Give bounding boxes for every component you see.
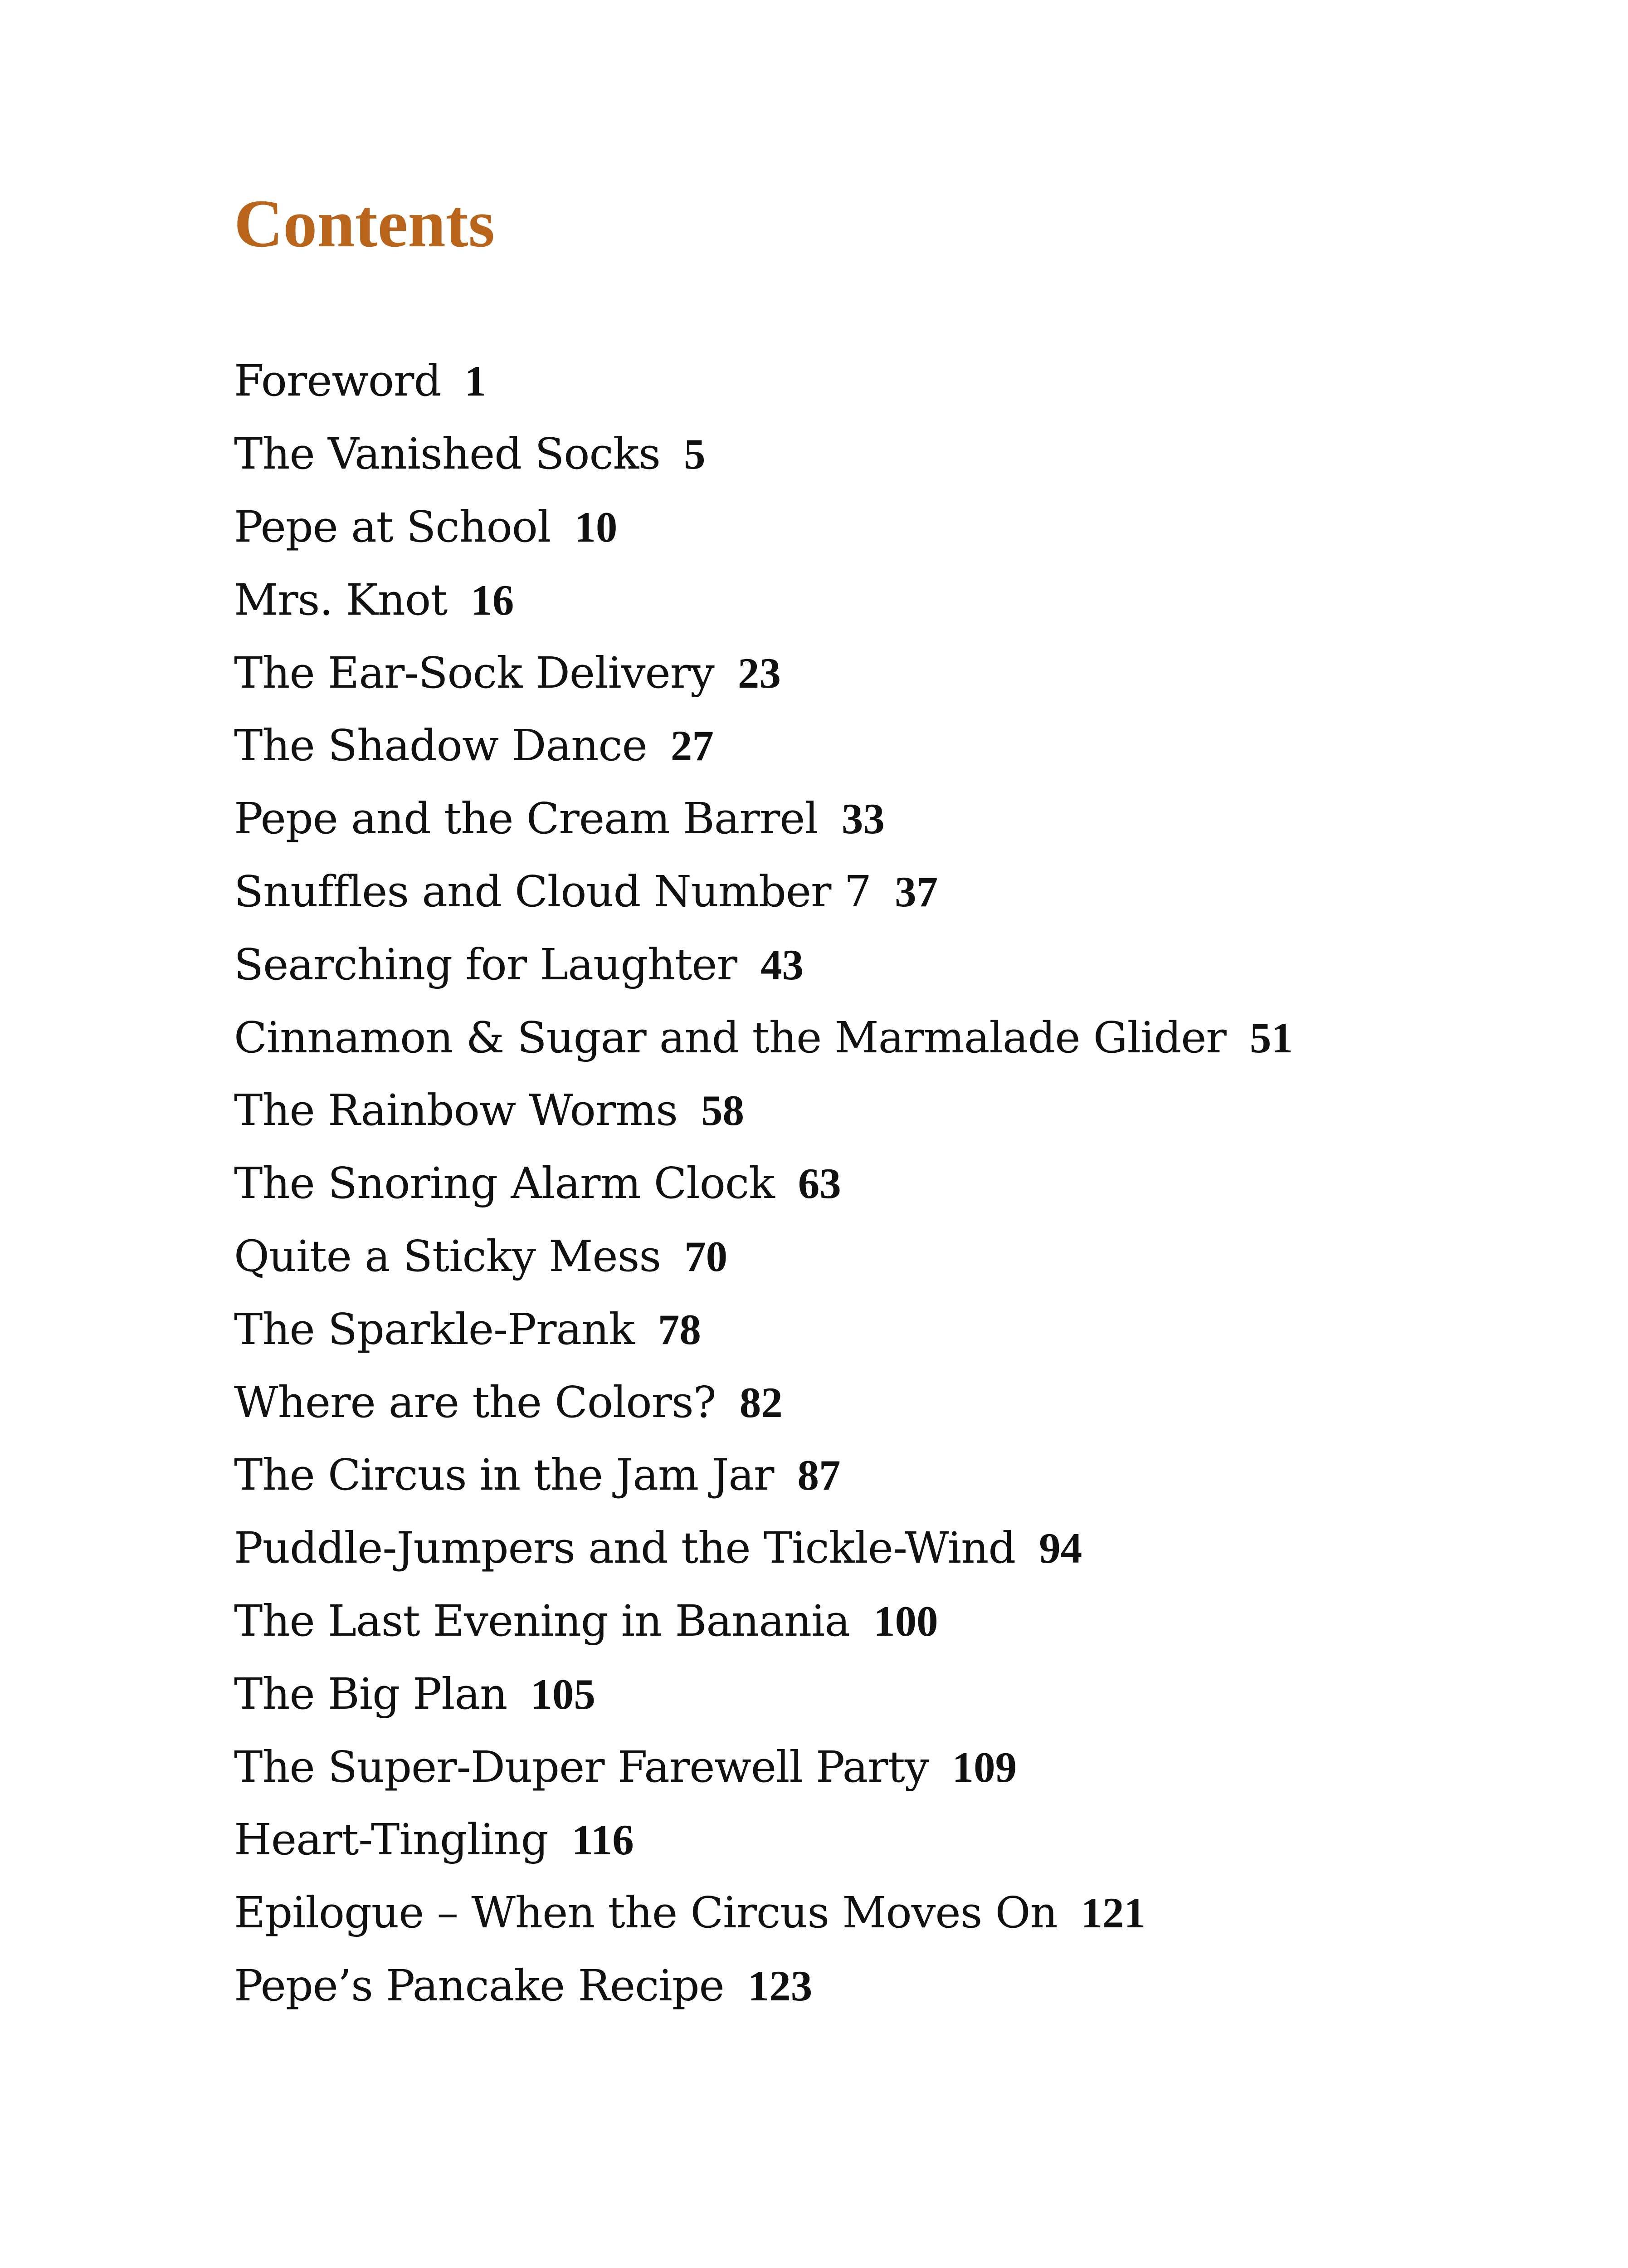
- toc-entry-title: The Super-Duper Farewell Party: [234, 1742, 929, 1792]
- toc-entry: [234, 418, 1293, 491]
- toc-entry-title: Where are the Colors?: [234, 1377, 716, 1427]
- toc-entry: [234, 709, 1293, 782]
- toc-entry-title: Epilogue – When the Circus Moves On: [234, 1888, 1058, 1938]
- toc-entry: [234, 1877, 1293, 1950]
- toc-entry-page-number: 123: [747, 1961, 813, 2010]
- toc-entry-page-number: 51: [1249, 1013, 1293, 1062]
- toc-entry: [234, 1512, 1293, 1585]
- toc-entry-title: The Circus in the Jam Jar: [234, 1450, 774, 1501]
- toc-entry: [234, 1220, 1293, 1293]
- toc-entry-title: Heart-Tingling: [234, 1815, 548, 1865]
- toc-entry: [234, 1439, 1293, 1512]
- toc-entry-title: Searching for Laughter: [234, 939, 737, 990]
- toc-entry-page-number: 33: [841, 795, 885, 843]
- toc-entry-page-number: 63: [798, 1159, 841, 1208]
- toc-entry-page-number: 87: [797, 1451, 841, 1500]
- toc-entry-page-number: 100: [873, 1597, 938, 1645]
- toc-entry: [234, 563, 1293, 636]
- page-title: Contents: [234, 186, 495, 261]
- toc-entry-title: Mrs. Knot: [234, 575, 448, 625]
- toc-entry: [234, 1730, 1293, 1804]
- toc-entry-page-number: 23: [737, 649, 781, 697]
- toc-entry-page-number: 116: [571, 1816, 634, 1864]
- toc-entry-page-number: 43: [760, 940, 804, 989]
- toc-entry-title: The Sparkle-Prank: [234, 1304, 634, 1354]
- toc-entry-title: The Shadow Dance: [234, 721, 647, 771]
- toc-entry: [234, 636, 1293, 709]
- toc-entry: [234, 928, 1293, 1001]
- toc-entry-page-number: 27: [670, 722, 714, 770]
- toc-entry-page-number: 10: [574, 503, 618, 551]
- toc-entry: [234, 1001, 1293, 1074]
- toc-entry-title: Pepe’s Pancake Recipe: [234, 1960, 724, 2011]
- toc-entry-page-number: 16: [471, 576, 514, 624]
- toc-entry-title: Snuffles and Cloud Number 7: [234, 866, 872, 917]
- toc-entry: [234, 782, 1293, 855]
- toc-entry: [234, 491, 1293, 564]
- toc-entry-page-number: 82: [739, 1378, 783, 1427]
- toc-entry: [234, 1074, 1293, 1147]
- toc-entry: [234, 1950, 1293, 2023]
- toc-entry-title: Quite a Sticky Mess: [234, 1231, 661, 1281]
- toc-entry-page-number: 5: [684, 430, 706, 479]
- toc-entry-title: The Rainbow Worms: [234, 1085, 678, 1136]
- toc-entry: [234, 1366, 1293, 1439]
- toc-entry-title: The Last Evening in Banania: [234, 1596, 850, 1646]
- toc-entry-page-number: 37: [895, 867, 938, 916]
- toc-entry: [234, 855, 1293, 929]
- toc-entry-page-number: 58: [701, 1086, 745, 1135]
- toc-entry: [234, 1804, 1293, 1877]
- toc-entry-page-number: 105: [531, 1670, 595, 1718]
- toc-entry-page-number: 94: [1039, 1524, 1082, 1573]
- toc-entry: [234, 1657, 1293, 1730]
- toc-entry-page-number: 1: [464, 357, 486, 406]
- toc-entry-title: Pepe and the Cream Barrel: [234, 794, 818, 844]
- table-of-contents: [234, 345, 1293, 2022]
- toc-entry-title: The Ear-Sock Delivery: [234, 648, 714, 698]
- toc-entry: [234, 1293, 1293, 1366]
- toc-entry-title: Foreword: [234, 356, 441, 406]
- toc-entry-title: The Vanished Socks: [234, 429, 661, 479]
- toc-entry-title: Pepe at School: [234, 502, 551, 552]
- toc-entry-page-number: 109: [952, 1743, 1017, 1791]
- toc-entry: [234, 1147, 1293, 1220]
- toc-entry-page-number: 70: [684, 1232, 728, 1281]
- toc-entry-title: The Big Plan: [234, 1669, 507, 1719]
- toc-entry-page-number: 78: [658, 1305, 701, 1354]
- toc-entry-title: Puddle-Jumpers and the Tickle-Wind: [234, 1523, 1016, 1574]
- toc-entry-title: The Snoring Alarm Clock: [234, 1158, 775, 1209]
- toc-entry: [234, 345, 1293, 418]
- toc-entry-page-number: 121: [1081, 1889, 1146, 1937]
- toc-entry: [234, 1585, 1293, 1658]
- toc-entry-title: Cinnamon & Sugar and the Marmalade Glider: [234, 1012, 1226, 1063]
